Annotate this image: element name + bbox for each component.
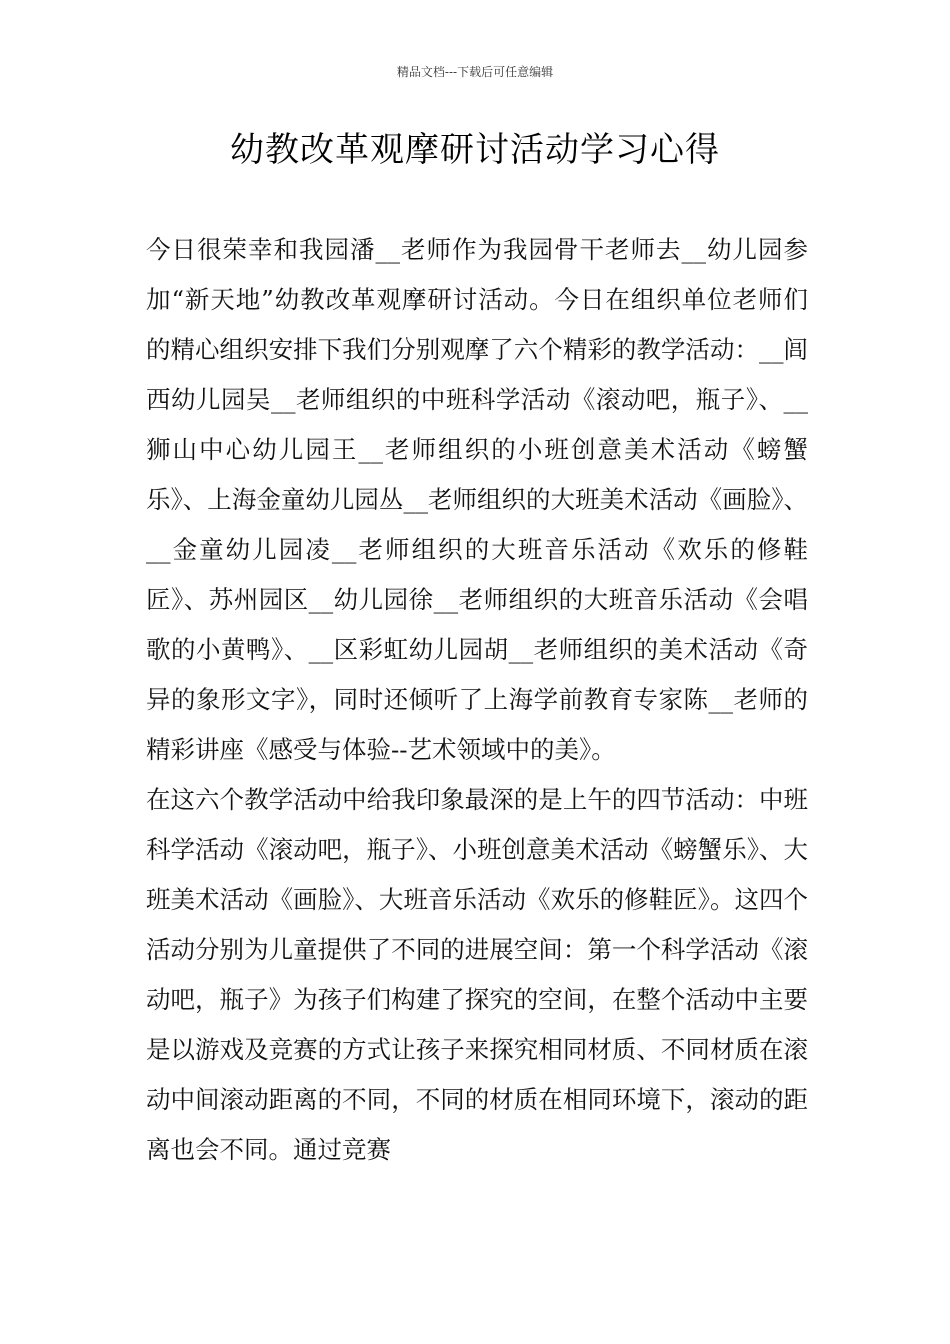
paragraph-1: 今日很荣幸和我园潘__老师作为我园骨干老师去__幼儿园参加“新天地”幼教改革观摩研讨活动。今日在组织单位老师们的精心组织安排下我们分别观摩了六个精彩的教学活动：__闾西幼儿园吴__老师组织的中班科学活动《滚动吧，瓶子》、__狮山中心幼儿园王__老师组织的小班创意美术活动《螃蟹乐》、上海金童幼儿园丛__老师组织的大班美术活动《画脸》、__金童幼儿园凌__老师组织的大班音乐活动《欢乐的修鞋匠》、苏州园区__幼儿园徐__老师组织的大班音乐活动《会唱歌的小黄鸭》、__区彩虹幼儿园胡__老师组织的美术活动《奇异的象形文字》，同时还倾听了上海学前教育专家陈__老师的精彩讲座《感受与体验--艺术领域中的美》。 [146, 235, 808, 764]
document-body [146, 225, 808, 1175]
header-note: 精品文档---下载后可任意编辑 [396, 65, 554, 79]
document-title: 幼教改革观摩研讨活动学习心得 [230, 130, 720, 170]
paragraph-2: 在这六个教学活动中给我印象最深的是上午的四节活动：中班科学活动《滚动吧，瓶子》、小班创意美术活动《螃蟹乐》、大班美术活动《画脸》、大班音乐活动《欢乐的修鞋匠》。这四个活动分别为儿童提供了不同的进展空间：第一个科学活动《滚动吧，瓶子》为孩子们构建了探究的空间，在整个活动中主要是以游戏及竞赛的方式让孩子来探究相同材质、不同材质在滚动中间滚动距离的不同，不同的材质在相同环境下，滚动的距离也会不同。通过竞赛 [146, 785, 808, 1164]
